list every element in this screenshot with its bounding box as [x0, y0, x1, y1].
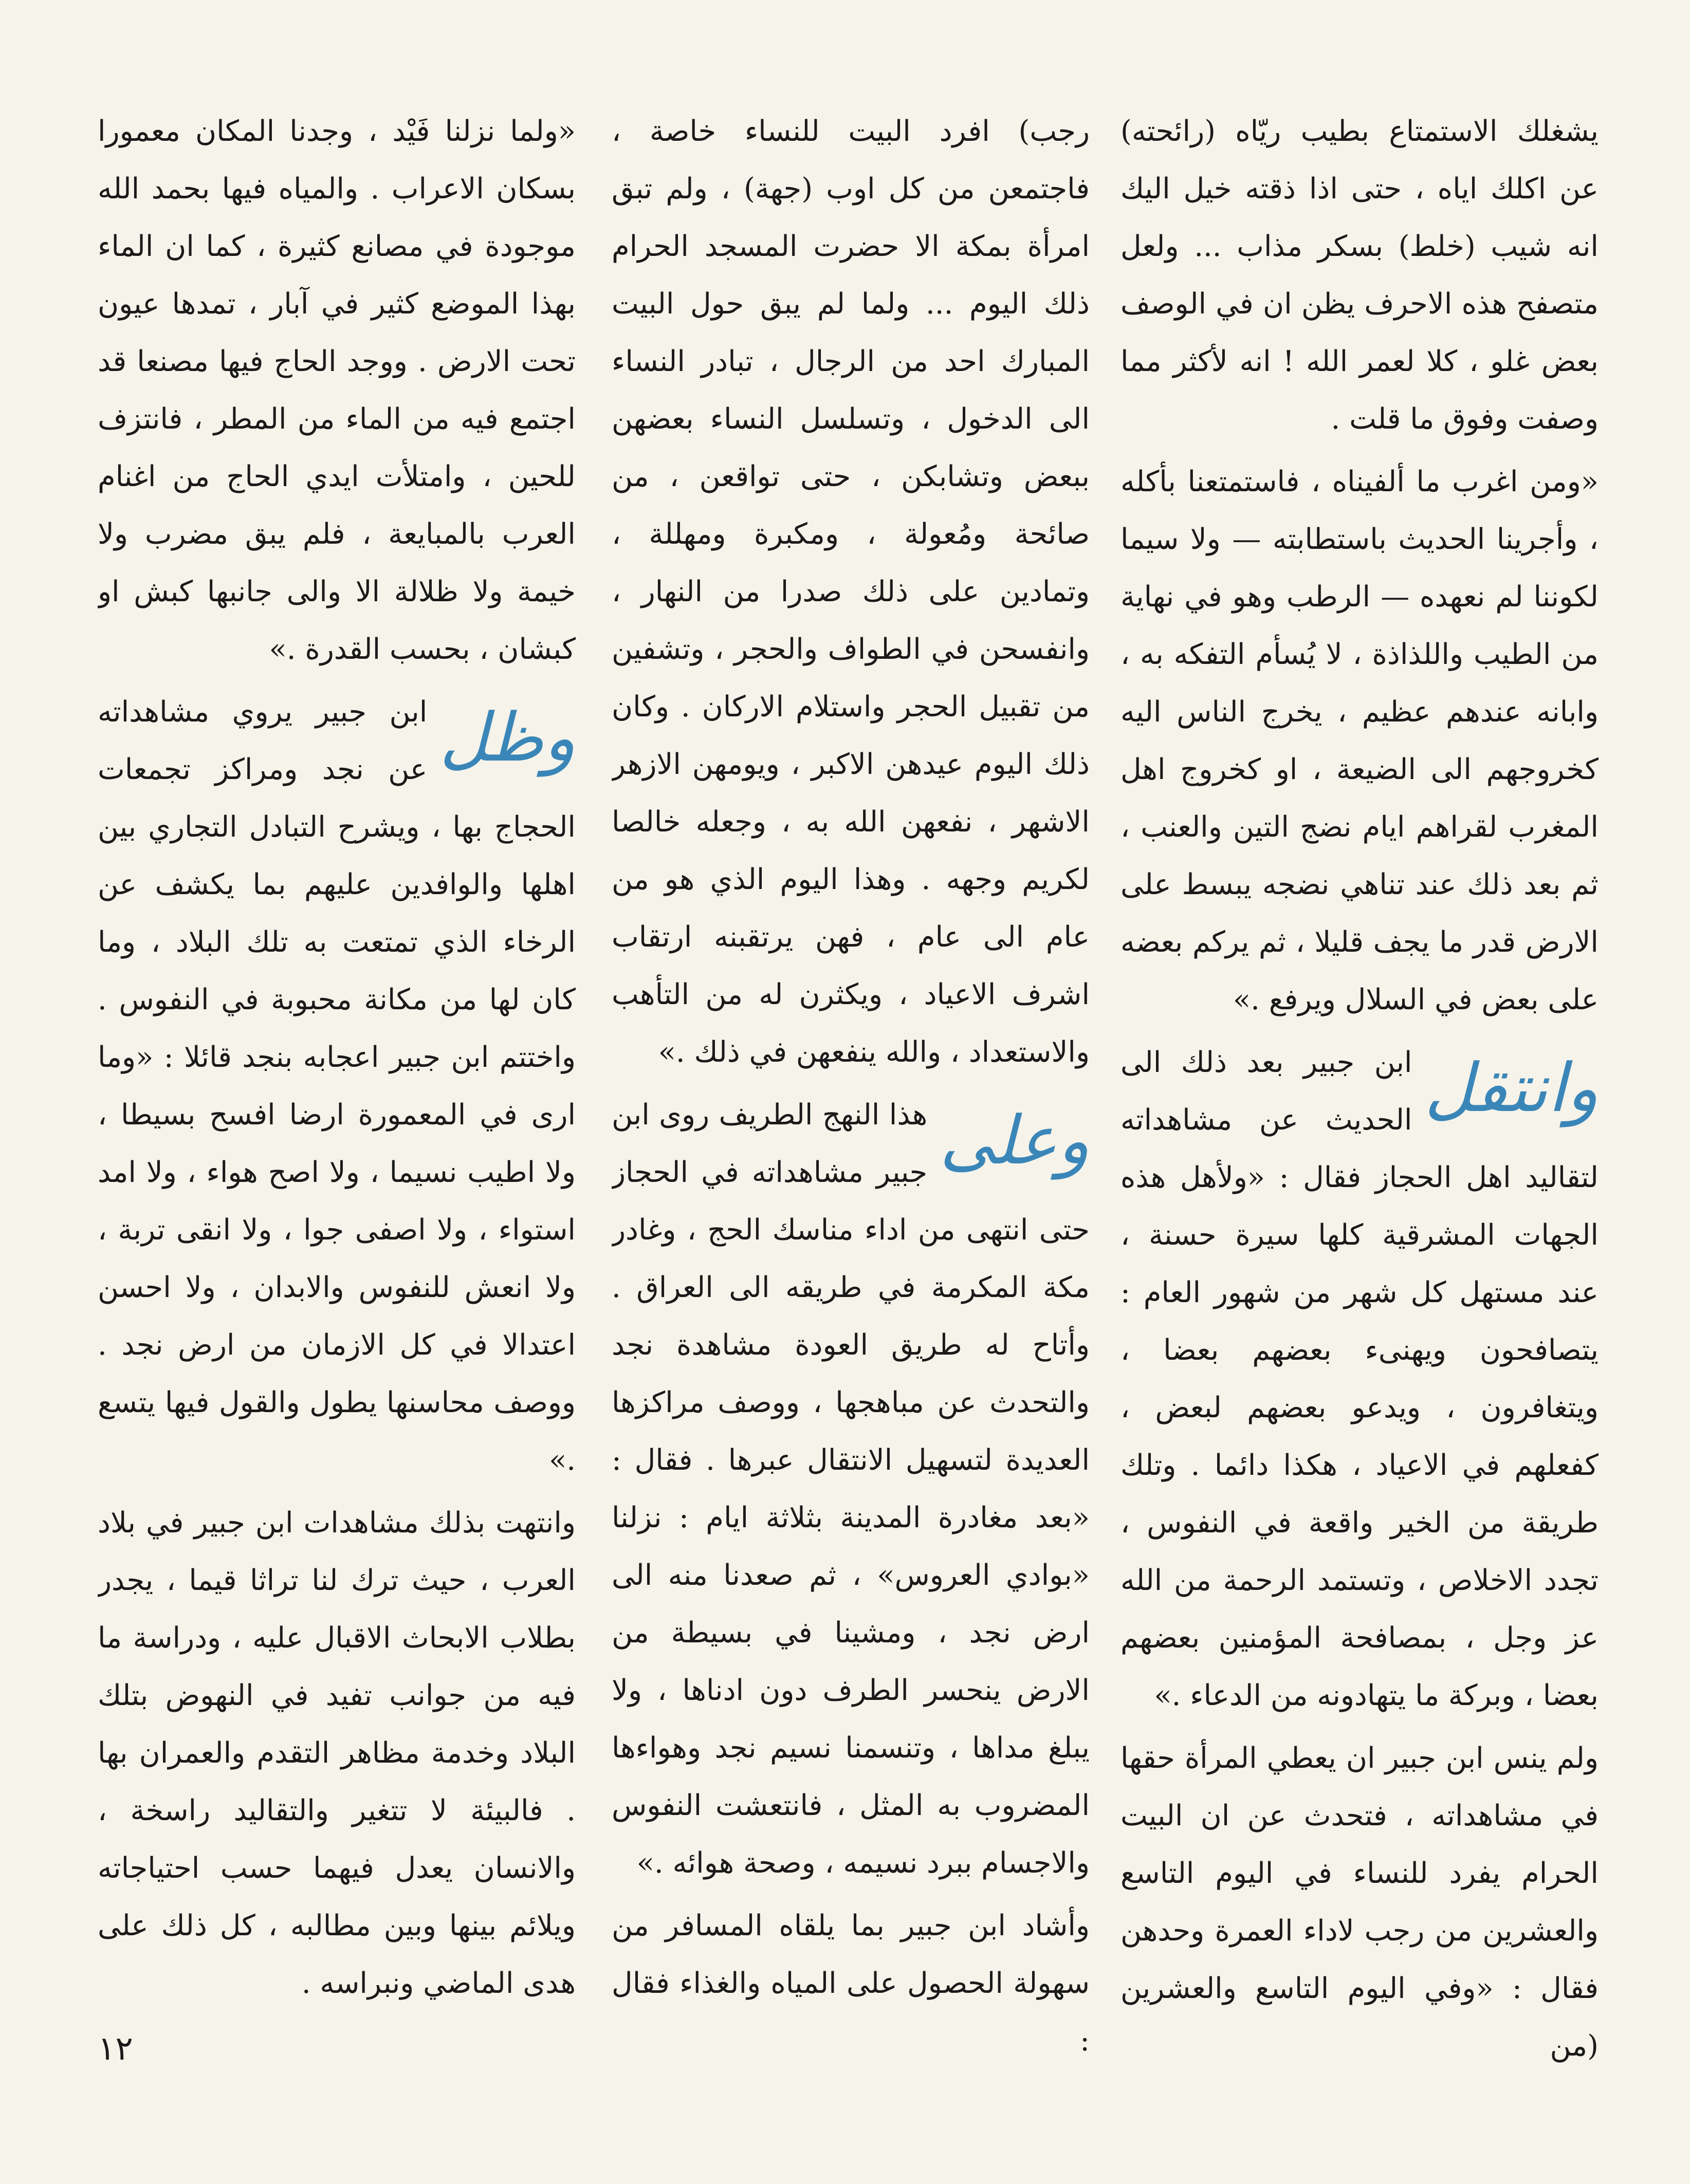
section-with-drop-word — [1120, 1034, 1599, 1725]
article-column-left — [98, 103, 576, 2107]
paragraph: يشغلك الاستمتاع بطيب ريّاه (رائحته) عن اكلك اياه ، حتى اذا ذقته خيل اليك انه شيب (خلط) بسكر مذاب ... ولعل متصفح هذه الاحرف يظن ان في الوصف بعض غلو ، كلا لعمر الله ! انه لأكثر مما وصفت وفوق ما قلت . — [1120, 115, 1599, 436]
paragraph: هذا النهج الطريف روى ابن جبير مشاهداته في الحجاز حتى انتهى من اداء مناسك الحج ، وغادر مكة المكرمة في طريقه الى العراق . وأتاح له طريق العودة مشاهدة نجد والتحدث عن مباهجها ، ووصف مراكزها العديدة لتسهيل الانتقال عبرها . فقال : «بعد مغادرة المدينة بثلاثة ايام : نزلنا «بوادي العروس» ، ثم صعدنا منه الى ارض نجد ، ومشينا في بسيطة من الارض ينحسر الطرف دون ادناها ، ولا يبلغ مداها ، وتنسمنا نسيم نجد وهواءها المضروب به المثل ، فانتعشت النفوس والاجسام ببرد نسيمه ، وصحة هوائه .» — [612, 1098, 1090, 1880]
paragraph: ابن جبير يروي مشاهداته عن نجد ومراكز تجمعات الحجاج بها ، ويشرح التبادل التجاري بين اهلها والوافدين عليهم بما يكشف عن الرخاء الذي تمتعت به تلك البلاد ، وما كان لها من مكانة محبوبة في النفوس . واختتم ابن جبير اعجابه بنجد قائلا : «وما ارى في المعمورة ارضا افسح بسيطا ، ولا اطيب نسيما ، ولا اصح هواء ، ولا امد استواء ، ولا اصفى جوا ، ولا انقى تربة ، ولا انعش للنفوس والابدان ، ولا احسن اعتدالا في كل الازمان من ارض نجد . ووصف محاسنها يطول والقول فيها يتسع .» — [98, 695, 576, 1477]
decorative-drop-word: وانتقل — [1424, 1049, 1599, 1127]
paragraph: ابن جبير بعد ذلك الى الحديث عن مشاهداته لتقاليد اهل الحجاز فقال : «ولأهل هذه الجهات المشرقية كلها سيرة حسنة ، عند مستهل كل شهر من شهور العام : يتصافحون ويهنىء بعضهم بعضا ، ويتغافرون ، ويدعو بعضهم لبعض ، كفعلهم في الاعياد ، هكذا دائما . وتلك طريقة من الخير واقعة في النفوس ، تجدد الاخلاص ، وتستمد الرحمة من الله عز وجل ، بمصافحة المؤمنين بعضهم بعضا ، وبركة ما يتهادونه من الدعاء .» — [1120, 1046, 1599, 1712]
paragraph: وانتهت بذلك مشاهدات ابن جبير في بلاد العرب ، حيث ترك لنا تراثا قيما ، يجدر بطلاب الابحاث الاقبال عليه ، ودراسة ما فيه من جوانب تفيد في النهوض بتلك البلاد وخدمة مظاهر التقدم والعمران بها . فالبيئة لا تتغير والتقاليد راسخة ، والانسان يعدل فيهما حسب احتياجاته ويلائم بينها وبين مطالبه ، كل ذلك على هدى الماضي ونبراسه . — [98, 1506, 576, 2000]
paragraph: ولم ينس ابن جبير ان يعطي المرأة حقها في مشاهداته ، فتحدث عن ان البيت الحرام يفرد للنساء في اليوم التاسع والعشرين من رجب لاداء العمرة وحدهن فقال : «وفي اليوم التاسع والعشرين (من — [1120, 1742, 1599, 2063]
section-with-drop-word — [98, 683, 576, 1489]
article-column-right — [1120, 103, 1599, 2107]
section-with-drop-word — [612, 1086, 1090, 1892]
paragraph: «ومن اغرب ما ألفيناه ، فاستمتعنا بأكله ، وأجرينا الحديث باستطابته — ولا سيما لكوننا لم نعهده — الرطب وهو في نهاية من الطيب واللذاذة ، لا يُسأم التفكه به ، وابانه عندهم عظيم ، يخرج الناس اليه كخروجهم الى الضيعة ، او كخروج اهل المغرب لقراهم ايام نضج التين والعنب ، ثم بعد ذلك عند تناهي نضجه يبسط على الارض قدر ما يجف قليلا ، ثم يركم بعضه على بعض في السلال ويرفع .» — [1120, 465, 1599, 1016]
page-number: ١٢ — [98, 2030, 133, 2068]
paragraph: رجب) افرد البيت للنساء خاصة ، فاجتمعن من كل اوب (جهة) ، ولم تبق امرأة بمكة الا حضرت المسجد الحرام ذلك اليوم ... ولما لم يبق حول البيت المبارك احد من الرجال ، تبادر النساء الى الدخول ، وتسلسل النساء بعضهن ببعض وتشابكن ، حتى تواقعن ، من صائحة ومُعولة ، ومكبرة ومهللة ، وتمادين على ذلك صدرا من النهار ، وانفسحن في الطواف والحجر ، وتشفين من تقبيل الحجر واستلام الاركان . وكان ذلك اليوم عيدهن الاكبر ، ويومهن الازهر الاشهر ، نفعهن الله به ، وجعله خالصا لكريم وجهه . وهذا اليوم الذي هو من عام الى عام ، فهن يرتقبنه ارتقاب اشرف الاعياد ، ويكثرن له من التأهب والاستعداد ، والله ينفعهن في ذلك .» — [612, 115, 1090, 1069]
paragraph: «ولما نزلنا فَيْد ، وجدنا المكان معمورا بسكان الاعراب . والمياه فيها بحمد الله موجودة في مصانع كثيرة ، كما ان الماء بهذا الموضع كثير في آبار ، تمدها عيون تحت الارض . ووجد الحاج فيها مصنعا قد اجتمع فيه من الماء من المطر ، فانتزف للحين ، وامتلأت ايدي الحاج من اغنام العرب بالمبايعة ، فلم يبق مضرب ولا خيمة ولا ظلالة الا والى جانبها كبش او كبشان ، بحسب القدرة .» — [98, 115, 576, 666]
article-column-middle — [612, 103, 1090, 2107]
decorative-drop-word: وظل — [439, 698, 576, 776]
decorative-drop-word: وعلى — [940, 1101, 1090, 1179]
paragraph: وأشاد ابن جبير بما يلقاه المسافر من سهولة الحصول على المياه والغذاء فقال : — [612, 1909, 1090, 2058]
